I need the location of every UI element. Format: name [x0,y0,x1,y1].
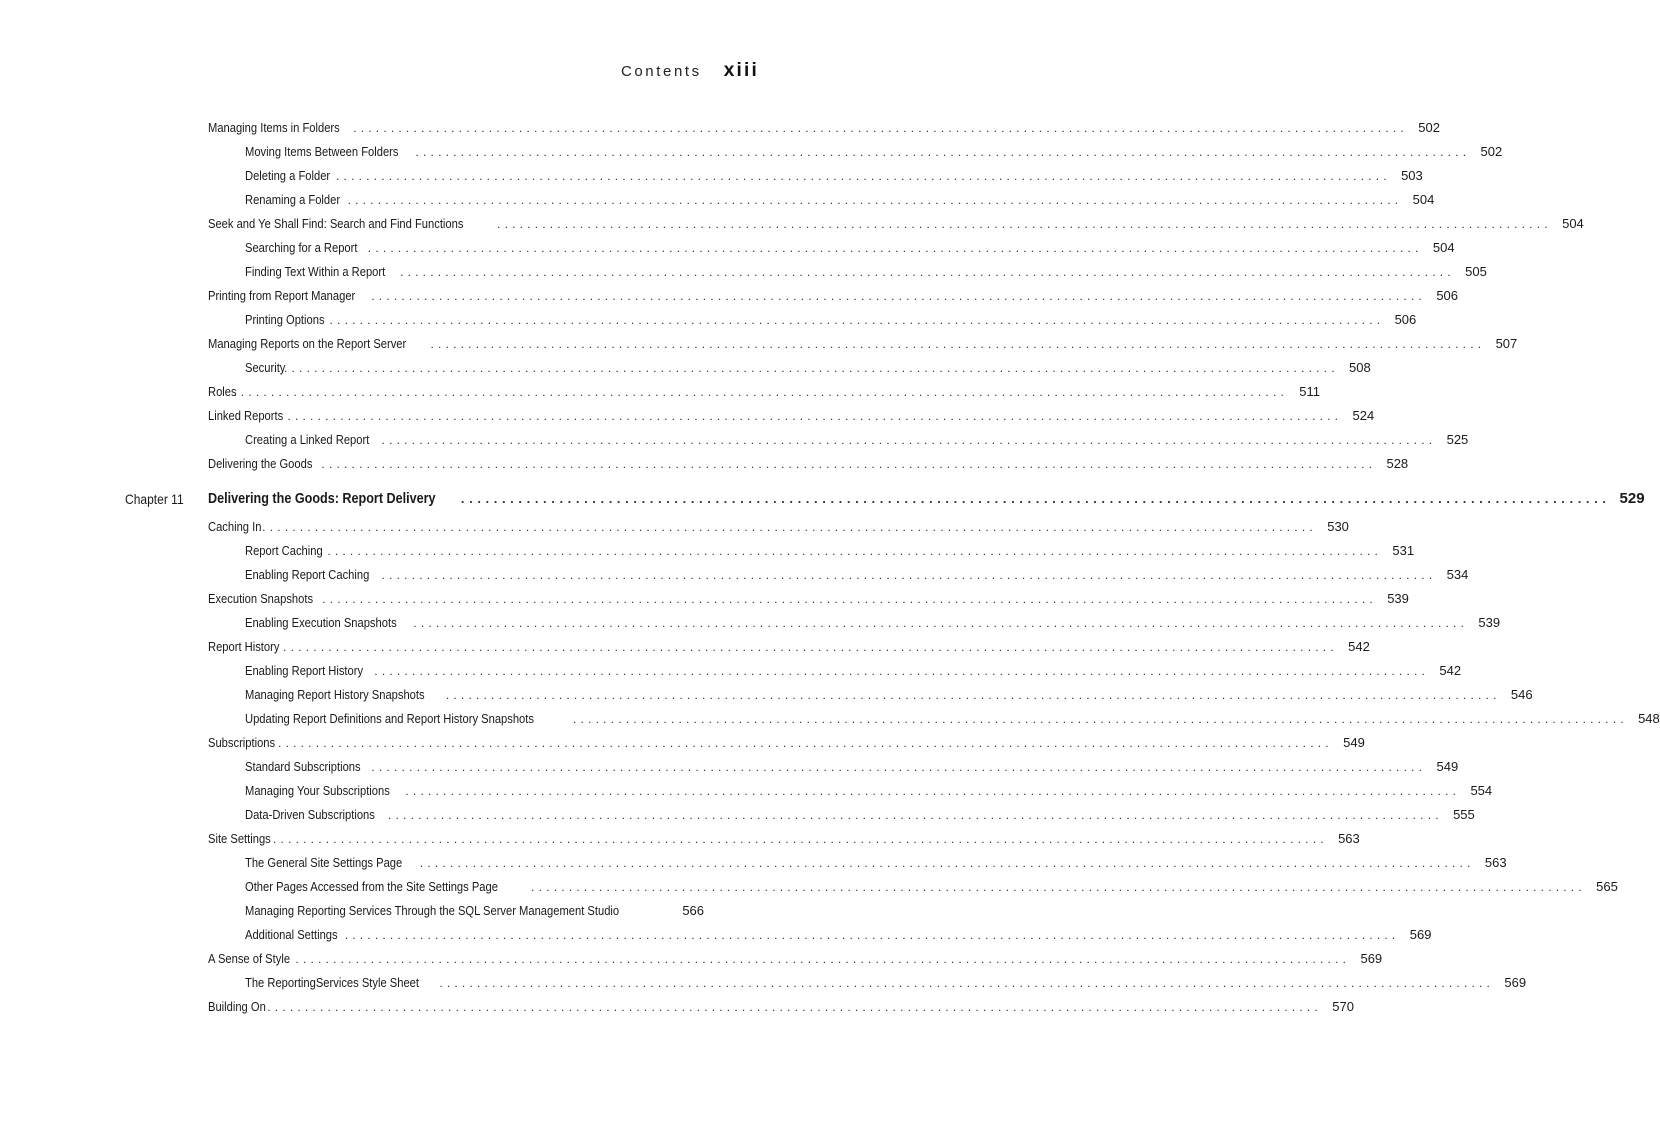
toc-entry [208,518,1349,536]
toc-entry-title: Deleting a Folder [245,168,331,183]
toc-entry [208,287,1459,305]
toc-subentry [245,614,1501,632]
toc-entry-page: 539 [1387,591,1409,606]
toc-entry [208,734,1365,752]
toc-entry [208,638,1370,656]
toc-subentry [245,566,1469,584]
toc-entry [208,407,1375,425]
running-head [621,60,759,82]
toc-entry-title: Additional Settings [245,927,338,942]
toc-leader: ............................................................................................................................................ [460,491,1611,506]
toc-subentry [245,167,1423,185]
toc-leader: ............................................................................................................................................ [329,313,1385,327]
toc-subentry [245,854,1507,872]
toc-entry-page: 503 [1401,168,1423,183]
toc-leader: ............................................................................................................................................ [415,145,1471,159]
toc-subentry [245,686,1533,704]
toc-entry-page: 504 [1412,192,1435,207]
toc-leader: ............................................................................................................................................ [347,193,1403,207]
toc-entry-title: Building On [208,999,266,1014]
toc-leader: ............................................................................................................................................ [405,784,1461,798]
toc-leader: ............................................................................................................................................ [273,832,1328,846]
toc-entry-page: 528 [1386,456,1409,471]
toc-entry-title: A Sense of Style [208,951,291,966]
toc-subentry [245,710,1660,728]
toc-entry-page: 569 [1409,927,1432,942]
toc-entry-title: Printing Options [245,312,325,327]
toc-entry-page: 569 [1504,975,1527,990]
toc-entry-page: 563 [1338,831,1360,846]
toc-entry-page: 542 [1439,663,1462,678]
toc-entry-title: Data-Driven Subscriptions [245,807,375,822]
toc-subentry [245,758,1459,776]
toc-subentry [245,782,1493,800]
toc-leader: ............................................................................................................................................ [267,1000,1322,1014]
toc-entry-title: Enabling Execution Snapshots [245,615,397,630]
toc-entry-title: Managing Reports on the Report Server [208,336,407,351]
toc-leader: ............................................................................................................................................ [381,433,1437,447]
toc-subentry [245,806,1475,824]
toc-entry-title: Searching for a Report [245,240,358,255]
toc-entry-page: 569 [1360,951,1383,966]
toc-entry-title: Managing Report History Snapshots [245,687,425,702]
toc-leader: ............................................................................................................................................ [413,616,1469,630]
toc-entry-title: Moving Items Between Folders [245,144,399,159]
toc-leader: ............................................................................................................................................ [400,265,1455,279]
toc-leader: ............................................................................................................................................ [336,169,1391,183]
toc-entry-page: 548 [1638,711,1660,726]
toc-entry-page: 549 [1343,735,1365,750]
toc-entry-title: Managing Items in Folders [208,120,340,135]
toc-entry-title: Report History [208,639,280,654]
toc-leader: ............................................................................................................................................ [287,409,1343,423]
toc-entry-page: 506 [1394,312,1417,327]
toc-entry-title: Managing Reporting Services Through the SQL Server Management Studio [245,903,620,918]
running-head-title: Contents [620,63,702,80]
toc-leader: ............................................................................................................................................ [295,952,1351,966]
toc-entry-page: 555 [1453,807,1475,822]
toc-entry-title: Security [245,360,286,375]
toc-entry [208,830,1360,848]
toc-entry-page: 502 [1480,144,1503,159]
toc-entry-page: 524 [1352,408,1375,423]
toc-subentry [245,974,1527,992]
toc-entry-title: Printing from Report Manager [208,288,356,303]
toc-entry-title: Enabling Report History [245,663,364,678]
toc-leader: ............................................................................................................................................ [531,880,1586,894]
toc-entry-page: 507 [1495,336,1518,351]
chapter-title: Delivering the Goods: Report Delivery [208,490,436,507]
toc-entry-page: 511 [1299,384,1321,399]
toc-entry-page: 549 [1436,759,1459,774]
toc-entry-title: Creating a Linked Report [245,432,370,447]
toc-entry [208,383,1321,401]
toc-leader: ............................................................................................................................................ [353,121,1408,135]
toc-entry [208,998,1354,1016]
toc-entry-page: 502 [1418,120,1440,135]
toc-subentry [245,878,1618,896]
toc-leader: ............................................................................................................................................ [283,640,1338,654]
toc-leader: ............................................................................................................................................ [419,856,1475,870]
toc-leader: ............................................................................................................................................ [371,760,1427,774]
toc-entry [208,119,1440,137]
toc-subentry [245,542,1415,560]
toc-entry-title: The General Site Settings Page [245,855,403,870]
toc-leader: ............................................................................................................................................ [439,976,1495,990]
toc-entry-page: 554 [1470,783,1493,798]
toc-subentry [245,239,1455,257]
toc-entry-title: Updating Report Definitions and Report History Snapshots [245,711,534,726]
toc-entry-title: Execution Snapshots [208,591,314,606]
toc-entry-title: Delivering the Goods [208,456,313,471]
toc-subentry [245,191,1435,209]
toc-entry-title: Renaming a Folder [245,192,341,207]
chapter-heading [208,490,1645,508]
toc-subentry [245,143,1503,161]
toc-entry-title: Managing Your Subscriptions [245,783,390,798]
toc-entry-page: 504 [1562,216,1584,231]
toc-entry-page: 542 [1348,639,1370,654]
toc-subentry [245,359,1371,377]
toc-leader: ............................................................................................................................................ [497,217,1552,231]
toc-entry [208,950,1383,968]
toc-entry-title: Caching In [208,519,262,534]
toc-entry-title: Other Pages Accessed from the Site Settings Page [245,879,498,894]
toc-entry-page: 506 [1436,288,1459,303]
toc-leader: ............................................................................................................................................ [321,457,1377,471]
toc-entry-title: Standard Subscriptions [245,759,361,774]
toc-entry-title: Linked Reports [208,408,284,423]
toc-leader: ............................................................................................................................................ [344,928,1400,942]
toc-entry-title: Enabling Report Caching [245,567,370,582]
toc-leader: ............................................................................................................................................ [430,337,1486,351]
toc-entry-title: Finding Text Within a Report [245,264,386,279]
toc-entry-page: 525 [1446,432,1469,447]
toc-entry-page: 539 [1478,615,1501,630]
toc-leader: ............................................................................................................................................ [327,544,1383,558]
chapter-label: Chapter 11 [125,491,184,507]
toc-entry-page: 566 [682,903,705,918]
toc-entry-page: 531 [1392,543,1415,558]
toc-leader: ............................................................................................................................................ [573,712,1628,726]
toc-leader: ............................................................................................................................................ [374,664,1430,678]
toc-entry-page: 508 [1349,360,1371,375]
toc-entry-page: 570 [1332,999,1354,1014]
toc-entry-title: Roles [208,384,237,399]
toc-entry-page: 504 [1432,240,1455,255]
toc-entry-page: 505 [1465,264,1487,279]
toc-leader: ............................................................................................................................................ [262,520,1317,534]
toc-entry [208,215,1584,233]
toc-leader: ............................................................................................................................................ [233,385,1289,399]
toc-subentry [245,926,1432,944]
toc-leader: ............................................................................................................................................ [283,361,1339,375]
toc-subentry [245,902,705,920]
toc-leader: ............................................................................................................................................ [445,688,1501,702]
toc-entry-title: Subscriptions [208,735,276,750]
toc-entry-page: 534 [1446,567,1469,582]
toc-entry [208,590,1409,608]
toc-entry-page: 565 [1596,879,1618,894]
toc-subentry [245,263,1487,281]
running-head-page-number: xiii [723,60,759,81]
toc-leader: ............................................................................................................................................ [322,592,1377,606]
toc-leader: ............................................................................................................................................ [367,241,1423,255]
toc-entry-page: 563 [1484,855,1507,870]
toc-entry-title: Seek and Ye Shall Find: Search and Find Functions [208,216,464,231]
toc-entry [208,455,1409,473]
toc-leader: ............................................................................................................................................ [371,289,1427,303]
toc-subentry [245,662,1462,680]
toc-entry-page: 546 [1510,687,1533,702]
toc-subentry [245,431,1469,449]
toc-entry-title: Site Settings [208,831,271,846]
toc-entry-title: Report Caching [245,543,323,558]
toc-entry [208,335,1518,353]
chapter-page: 529 [1619,490,1645,507]
toc-entry-page: 530 [1327,519,1349,534]
toc-leader: ............................................................................................................................................ [388,808,1443,822]
toc-subentry [245,311,1417,329]
toc-leader: ............................................................................................................................................ [278,736,1333,750]
toc-entry-title: The ReportingServices Style Sheet [245,975,420,990]
toc-leader: ............................................................................................................................................ [381,568,1437,582]
